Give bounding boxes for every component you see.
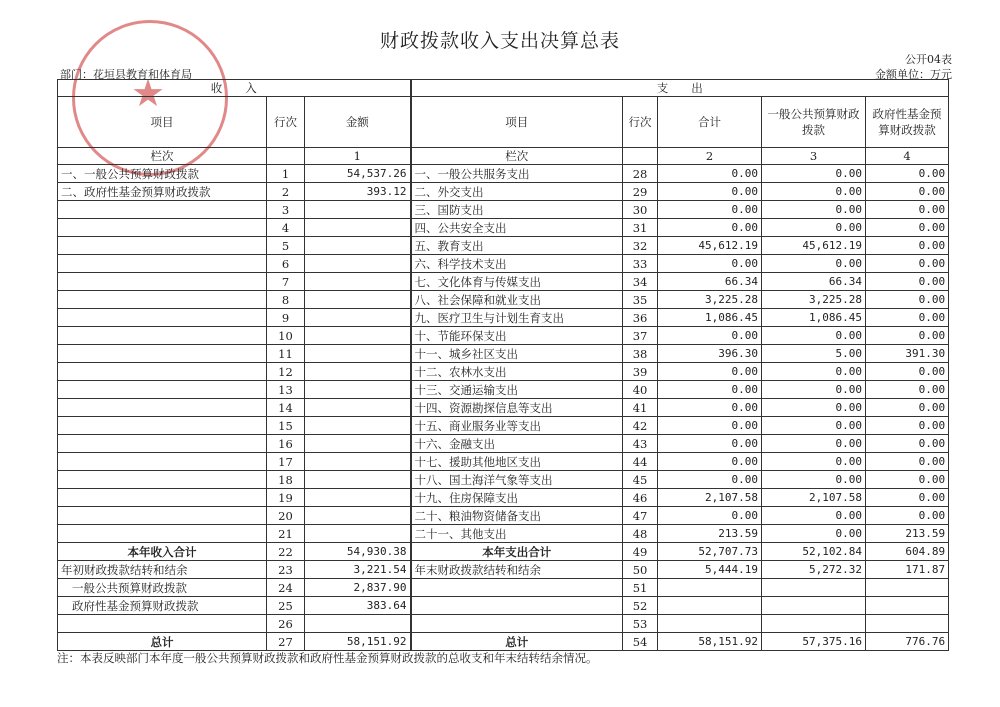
table-row: [58, 363, 949, 381]
income-row-no: 26: [267, 615, 305, 633]
expense-total: 58,151.92: [658, 633, 762, 651]
expense-row-no: 46: [623, 489, 658, 507]
expense-total: 0.00: [658, 165, 762, 183]
income-row-no: 7: [267, 273, 305, 291]
expense-row-no: 49: [623, 543, 658, 561]
expense-total: 213.59: [658, 525, 762, 543]
expense-total: [658, 597, 762, 615]
expense-item: 十八、国土海洋气象等支出: [411, 471, 623, 489]
expense-row-no: 35: [623, 291, 658, 309]
expense-fund: 0.00: [866, 507, 949, 525]
income-row-no: 13: [267, 381, 305, 399]
expense-total: 0.00: [658, 471, 762, 489]
expense-fund: 0.00: [866, 363, 949, 381]
expense-row-no: 30: [623, 201, 658, 219]
table-row: [58, 525, 949, 543]
expense-general: [762, 579, 866, 597]
income-item: 总计: [58, 633, 267, 651]
expense-general: 2,107.58: [762, 489, 866, 507]
expense-fund: 0.00: [866, 291, 949, 309]
expense-general: 5.00: [762, 345, 866, 363]
expense-row-no: 54: [623, 633, 658, 651]
income-item: [58, 291, 267, 309]
expense-row-no: 44: [623, 453, 658, 471]
expense-item: 十、节能环保支出: [411, 327, 623, 345]
income-amount: [305, 291, 411, 309]
expense-total: 0.00: [658, 507, 762, 525]
income-amount: [305, 309, 411, 327]
expense-general: 0.00: [762, 219, 866, 237]
expense-fund: 0.00: [866, 255, 949, 273]
expense-item: 二十、粮油物资储备支出: [411, 507, 623, 525]
income-amount: [305, 507, 411, 525]
expense-total: 0.00: [658, 417, 762, 435]
table-row: [58, 309, 949, 327]
expense-fund: 0.00: [866, 327, 949, 345]
income-row-no: 25: [267, 597, 305, 615]
income-row-no: 1: [267, 165, 305, 183]
table-row: [58, 237, 949, 255]
seal-star-icon: ★: [131, 71, 166, 115]
income-amount: [305, 417, 411, 435]
income-row-no: 2: [267, 183, 305, 201]
expense-item: 八、社会保障和就业支出: [411, 291, 623, 309]
income-row-no: 6: [267, 255, 305, 273]
expense-fund: 0.00: [866, 381, 949, 399]
expense-item: 十五、商业服务业等支出: [411, 417, 623, 435]
income-amount: [305, 399, 411, 417]
expense-fund: 0.00: [866, 435, 949, 453]
expense-total: [658, 615, 762, 633]
income-item: [58, 453, 267, 471]
income-item: [58, 327, 267, 345]
table-row: [58, 633, 949, 651]
income-amount: [305, 435, 411, 453]
income-amount: 54,930.38: [305, 543, 411, 561]
expense-general: 0.00: [762, 363, 866, 381]
income-item: [58, 471, 267, 489]
expense-row-no: 29: [623, 183, 658, 201]
form-code: 公开04表: [905, 53, 952, 66]
col-label-2: 栏次: [411, 148, 623, 165]
expense-item: [411, 579, 623, 597]
expense-row-no: 51: [623, 579, 658, 597]
expense-item: 九、医疗卫生与计划生育支出: [411, 309, 623, 327]
expense-item: 三、国防支出: [411, 201, 623, 219]
income-rowno-header: 行次: [267, 97, 305, 148]
expense-item: 四、公共安全支出: [411, 219, 623, 237]
expense-total: 0.00: [658, 183, 762, 201]
income-row-no: 18: [267, 471, 305, 489]
expense-item: 六、科学技术支出: [411, 255, 623, 273]
expense-general: 0.00: [762, 507, 866, 525]
table-row: [58, 291, 949, 309]
expense-fund: 171.87: [866, 561, 949, 579]
income-amount: [305, 363, 411, 381]
expense-fund: 0.00: [866, 201, 949, 219]
col-3: 3: [762, 148, 866, 165]
expense-total: 0.00: [658, 453, 762, 471]
general-budget-header: 一般公共预算财政拨款: [762, 97, 866, 148]
income-row-no: 16: [267, 435, 305, 453]
expense-general: 0.00: [762, 417, 866, 435]
table-row: [58, 345, 949, 363]
expense-general: 0.00: [762, 327, 866, 345]
income-amount: [305, 453, 411, 471]
income-row-no: 17: [267, 453, 305, 471]
expense-row-no: 53: [623, 615, 658, 633]
income-amount: [305, 525, 411, 543]
col-label: 栏次: [58, 148, 267, 165]
table-row: [58, 453, 949, 471]
expense-general: 52,102.84: [762, 543, 866, 561]
expense-general: 0.00: [762, 453, 866, 471]
expense-total: 0.00: [658, 255, 762, 273]
income-row-no: 4: [267, 219, 305, 237]
col-4: 4: [866, 148, 949, 165]
income-amount: 3,221.54: [305, 561, 411, 579]
department-label: 部门：花垣县教育和体育局: [60, 68, 192, 81]
table-row: [58, 381, 949, 399]
expense-total: 52,707.73: [658, 543, 762, 561]
income-row-no: 15: [267, 417, 305, 435]
table-row: [58, 435, 949, 453]
income-header: 收 入: [58, 80, 411, 97]
income-item: [58, 237, 267, 255]
expense-general: 0.00: [762, 201, 866, 219]
income-amount: 58,151.92: [305, 633, 411, 651]
table-row: [58, 471, 949, 489]
expense-fund: 0.00: [866, 489, 949, 507]
expense-fund: [866, 579, 949, 597]
expense-row-no: 28: [623, 165, 658, 183]
income-amount: [305, 201, 411, 219]
expense-total: 0.00: [658, 327, 762, 345]
income-item: [58, 381, 267, 399]
expense-general: 0.00: [762, 525, 866, 543]
expense-total: 3,225.28: [658, 291, 762, 309]
expense-row-no: 33: [623, 255, 658, 273]
expense-total: 66.34: [658, 273, 762, 291]
expense-fund: 0.00: [866, 183, 949, 201]
expense-total: 2,107.58: [658, 489, 762, 507]
expense-total: 0.00: [658, 363, 762, 381]
income-amount: [305, 219, 411, 237]
income-item: 一、一般公共预算财政拨款: [58, 165, 267, 183]
income-item: 一般公共预算财政拨款: [58, 579, 267, 597]
expense-total: [658, 579, 762, 597]
income-row-no: 10: [267, 327, 305, 345]
unit-label: 金额单位：万元: [875, 68, 952, 81]
expense-row-no: 38: [623, 345, 658, 363]
income-item: [58, 309, 267, 327]
income-amount: [305, 345, 411, 363]
table-row: [58, 561, 949, 579]
expense-total: 0.00: [658, 381, 762, 399]
expense-row-no: 42: [623, 417, 658, 435]
table-row: [58, 219, 949, 237]
income-item: 年初财政拨款结转和结余: [58, 561, 267, 579]
income-item: [58, 273, 267, 291]
expense-fund: [866, 597, 949, 615]
expense-general: 5,272.32: [762, 561, 866, 579]
expense-fund: 213.59: [866, 525, 949, 543]
expense-total: 45,612.19: [658, 237, 762, 255]
expense-item: 十二、农林水支出: [411, 363, 623, 381]
income-item: [58, 489, 267, 507]
income-row-no: 21: [267, 525, 305, 543]
expense-total: 0.00: [658, 201, 762, 219]
table-row: [58, 255, 949, 273]
table-row: [58, 327, 949, 345]
expense-item: 一、一般公共服务支出: [411, 165, 623, 183]
expense-row-no: 48: [623, 525, 658, 543]
income-item: [58, 435, 267, 453]
expense-fund: 0.00: [866, 399, 949, 417]
expense-item: [411, 615, 623, 633]
income-amount: [305, 381, 411, 399]
expense-item: 二十一、其他支出: [411, 525, 623, 543]
income-item: [58, 525, 267, 543]
expense-row-no: 52: [623, 597, 658, 615]
expense-item: 七、文化体育与传媒支出: [411, 273, 623, 291]
col-2: 2: [658, 148, 762, 165]
income-row-no: 24: [267, 579, 305, 597]
expense-fund: 0.00: [866, 273, 949, 291]
income-row-no: 11: [267, 345, 305, 363]
expense-fund: 0.00: [866, 417, 949, 435]
expense-item-header: 项目: [411, 97, 623, 148]
income-amount: 2,837.90: [305, 579, 411, 597]
income-amount: [305, 255, 411, 273]
expense-fund: 0.00: [866, 165, 949, 183]
expense-row-no: 34: [623, 273, 658, 291]
expense-fund: 776.76: [866, 633, 949, 651]
expense-row-no: 32: [623, 237, 658, 255]
income-item: [58, 345, 267, 363]
income-amount: [305, 273, 411, 291]
table-row: [58, 273, 949, 291]
income-row-no: 9: [267, 309, 305, 327]
expense-row-no: 40: [623, 381, 658, 399]
income-item: [58, 615, 267, 633]
income-row-no: 8: [267, 291, 305, 309]
expense-general: [762, 615, 866, 633]
expense-item: [411, 597, 623, 615]
income-item: 二、政府性基金预算财政拨款: [58, 183, 267, 201]
expense-general: 45,612.19: [762, 237, 866, 255]
income-item: [58, 255, 267, 273]
expense-header: 支 出: [411, 80, 949, 97]
expense-general: 0.00: [762, 165, 866, 183]
expense-total: 0.00: [658, 399, 762, 417]
expense-row-no: 37: [623, 327, 658, 345]
table-row: [58, 201, 949, 219]
expense-general: 0.00: [762, 399, 866, 417]
expense-fund: 0.00: [866, 309, 949, 327]
expense-item: 本年支出合计: [411, 543, 623, 561]
expense-item: 十三、交通运输支出: [411, 381, 623, 399]
income-item: [58, 219, 267, 237]
expense-row-no: 36: [623, 309, 658, 327]
expense-general: 0.00: [762, 183, 866, 201]
expense-fund: 0.00: [866, 219, 949, 237]
income-amount: [305, 327, 411, 345]
income-row-no: 23: [267, 561, 305, 579]
total-header: 合计: [658, 97, 762, 148]
table-row: [58, 597, 949, 615]
expense-row-no: 43: [623, 435, 658, 453]
expense-general: [762, 597, 866, 615]
expense-general: 0.00: [762, 381, 866, 399]
expense-row-no: 47: [623, 507, 658, 525]
expense-item: 十七、援助其他地区支出: [411, 453, 623, 471]
income-row-no: 22: [267, 543, 305, 561]
income-item: [58, 201, 267, 219]
expense-item: 十六、金融支出: [411, 435, 623, 453]
income-amount: 393.12: [305, 183, 411, 201]
expense-item: 五、教育支出: [411, 237, 623, 255]
expense-fund: 0.00: [866, 471, 949, 489]
table-row: [58, 165, 949, 183]
col-1: 1: [305, 148, 411, 165]
expense-total: 0.00: [658, 219, 762, 237]
expense-total: 1,086.45: [658, 309, 762, 327]
income-item-header: 项目: [58, 97, 267, 148]
expense-rowno-header: 行次: [623, 97, 658, 148]
expense-general: 0.00: [762, 255, 866, 273]
table-row: [58, 543, 949, 561]
expense-row-no: 41: [623, 399, 658, 417]
expense-general: 0.00: [762, 471, 866, 489]
expense-fund: 604.89: [866, 543, 949, 561]
expense-item: 十一、城乡社区支出: [411, 345, 623, 363]
expense-row-no: 31: [623, 219, 658, 237]
expense-total: 396.30: [658, 345, 762, 363]
expense-fund: 0.00: [866, 237, 949, 255]
income-item: [58, 399, 267, 417]
expense-row-no: 39: [623, 363, 658, 381]
income-item: 政府性基金预算财政拨款: [58, 597, 267, 615]
income-amount: [305, 615, 411, 633]
expense-item: 二、外交支出: [411, 183, 623, 201]
expense-general: 66.34: [762, 273, 866, 291]
income-amount-header: 金额: [305, 97, 411, 148]
budget-table: [57, 79, 949, 651]
expense-total: 0.00: [658, 435, 762, 453]
income-row-no: 20: [267, 507, 305, 525]
table-row: [58, 417, 949, 435]
income-item: [58, 363, 267, 381]
income-amount: [305, 489, 411, 507]
income-item: [58, 417, 267, 435]
income-item: [58, 507, 267, 525]
income-row-no: 27: [267, 633, 305, 651]
table-row: [58, 579, 949, 597]
table-row: [58, 489, 949, 507]
expense-item: 总计: [411, 633, 623, 651]
income-amount: 383.64: [305, 597, 411, 615]
income-item: 本年收入合计: [58, 543, 267, 561]
footnote: 注：本表反映部门本年度一般公共预算财政拨款和政府性基金预算财政拨款的总收支和年末结转结余情况。: [57, 651, 598, 665]
income-row-no: 12: [267, 363, 305, 381]
income-amount: [305, 237, 411, 255]
expense-general: 1,086.45: [762, 309, 866, 327]
expense-fund: 391.30: [866, 345, 949, 363]
expense-general: 57,375.16: [762, 633, 866, 651]
income-row-no: 5: [267, 237, 305, 255]
expense-item: 年末财政拨款结转和结余: [411, 561, 623, 579]
income-row-no: 3: [267, 201, 305, 219]
expense-general: 0.00: [762, 435, 866, 453]
expense-general: 3,225.28: [762, 291, 866, 309]
expense-fund: [866, 615, 949, 633]
fund-budget-header: 政府性基金预算财政拨款: [866, 97, 949, 148]
expense-row-no: 45: [623, 471, 658, 489]
income-row-no: 19: [267, 489, 305, 507]
income-row-no: 14: [267, 399, 305, 417]
table-row: [58, 399, 949, 417]
expense-fund: 0.00: [866, 453, 949, 471]
table-row: [58, 507, 949, 525]
expense-total: 5,444.19: [658, 561, 762, 579]
table-row: [58, 615, 949, 633]
page-title: 财政拨款收入支出决算总表: [379, 30, 620, 52]
expense-item: 十四、资源勘探信息等支出: [411, 399, 623, 417]
expense-item: 十九、住房保障支出: [411, 489, 623, 507]
income-amount: 54,537.26: [305, 165, 411, 183]
income-amount: [305, 471, 411, 489]
expense-row-no: 50: [623, 561, 658, 579]
table-row: [58, 183, 949, 201]
